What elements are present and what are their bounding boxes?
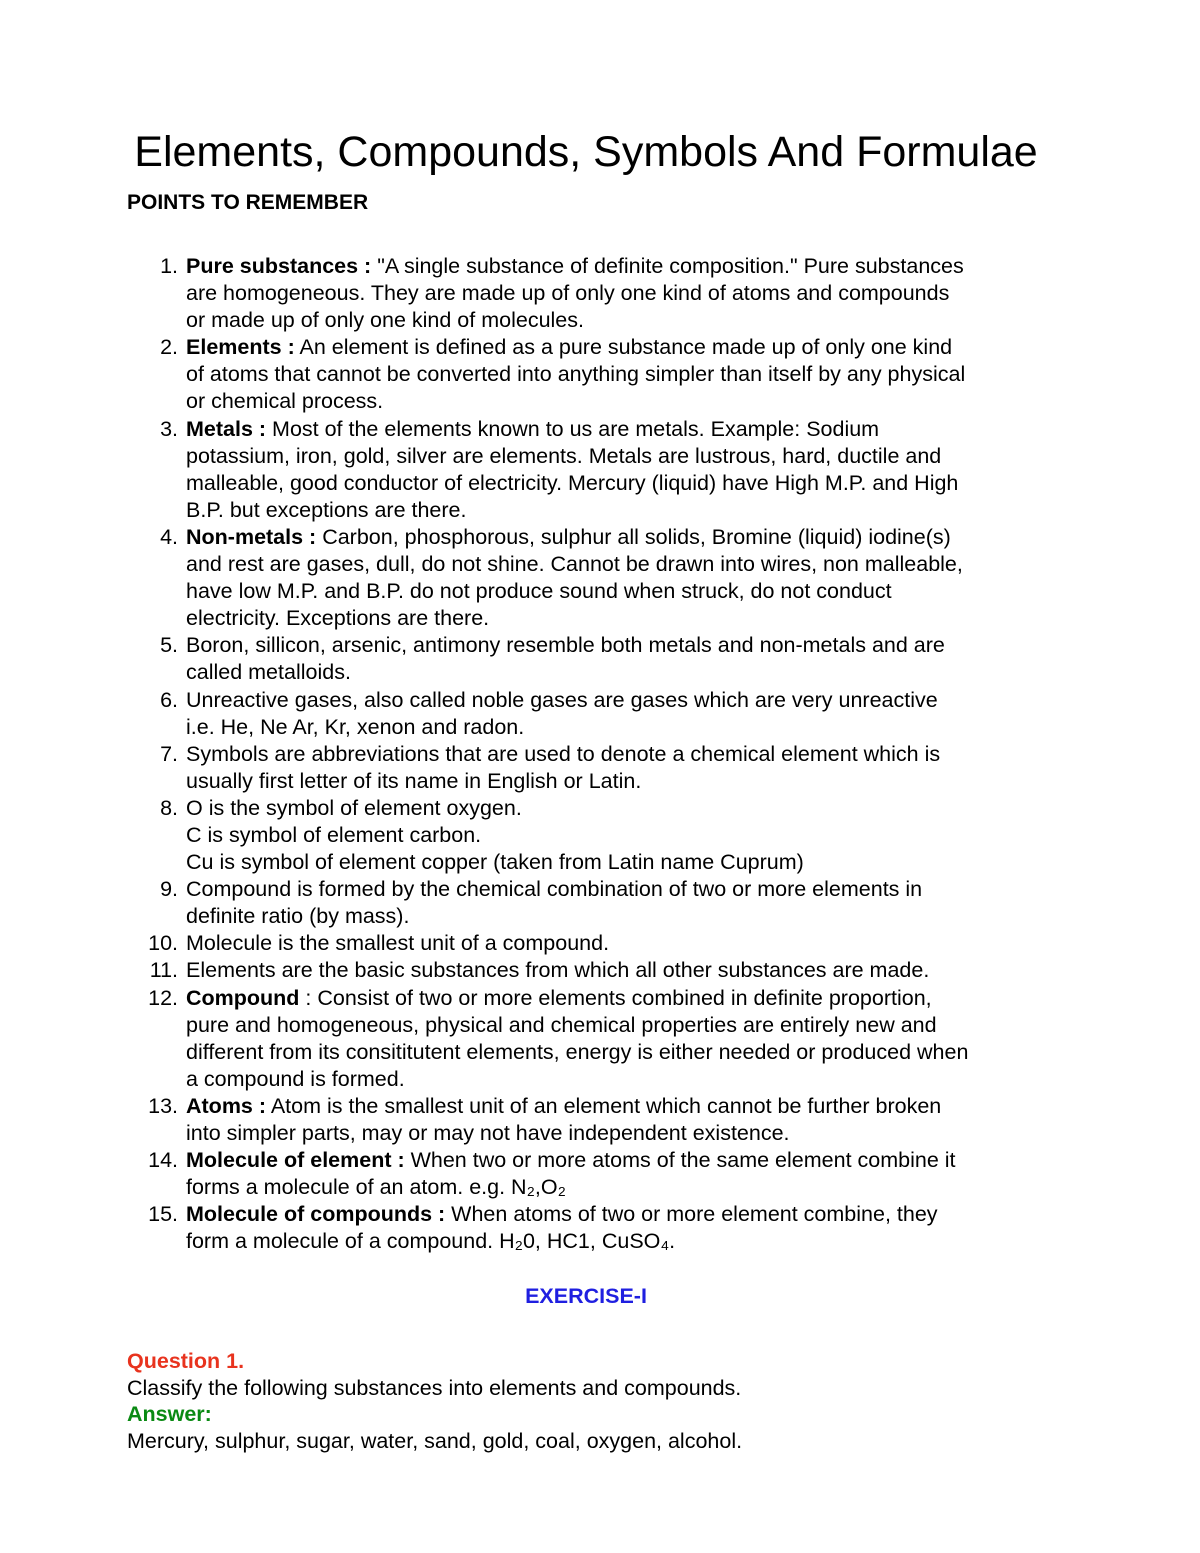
text-line bbox=[186, 1093, 1046, 1120]
list-item-number: 14. bbox=[148, 1148, 178, 1173]
list-item-line-text: B.P. but exceptions are there. bbox=[186, 497, 467, 522]
list-item bbox=[0, 741, 1200, 795]
list-item-line-text: C is symbol of element carbon. bbox=[186, 822, 482, 847]
list-item bbox=[0, 985, 1200, 1093]
points-list bbox=[0, 253, 1200, 1255]
section-heading: POINTS TO REMEMBER bbox=[127, 191, 369, 214]
list-item-line-text: Cu is symbol of element copper (taken from Latin name Cuprum) bbox=[186, 850, 804, 875]
list-item-line-text: Most of the elements known to us are metals. Example: Sodium bbox=[266, 416, 880, 441]
text-line bbox=[186, 957, 1046, 984]
page-title: Elements, Compounds, Symbols And Formulae bbox=[134, 127, 1038, 176]
question-label: Question 1. bbox=[127, 1349, 245, 1373]
text-line bbox=[186, 551, 1046, 578]
text-line bbox=[186, 361, 1046, 388]
list-item-line-text: Carbon, phosphorous, sulphur all solids, Bromine (liquid) iodine(s) bbox=[316, 524, 951, 549]
text-line bbox=[186, 307, 1046, 334]
list-item-number: 5. bbox=[160, 633, 178, 658]
list-item-line-text: have low M.P. and B.P. do not produce sound when struck, do not conduct bbox=[186, 579, 892, 604]
list-item-line-text: "A single substance of definite composition." Pure substances bbox=[371, 254, 964, 278]
list-item bbox=[0, 957, 1200, 984]
text-line bbox=[186, 1147, 1046, 1174]
text-line bbox=[186, 497, 1046, 524]
list-item-line-text: malleable, good conductor of electricity. Mercury (liquid) have High M.P. and High bbox=[186, 470, 959, 495]
answer-text: Mercury, sulphur, sugar, water, sand, gold, coal, oxygen, alcohol. bbox=[127, 1428, 743, 1453]
list-item-line-text: : Consist of two or more elements combined in definite proportion, bbox=[299, 985, 932, 1010]
list-item-line-text: An element is defined as a pure substance made up of only one kind bbox=[294, 335, 953, 360]
list-item-line-text: Compound is formed by the chemical combination of two or more elements in bbox=[186, 877, 923, 902]
list-item-text bbox=[186, 985, 1046, 1093]
list-item-text bbox=[186, 1201, 1046, 1255]
text-line bbox=[186, 1039, 1046, 1066]
text-line bbox=[186, 687, 1046, 714]
list-item bbox=[0, 1147, 1200, 1201]
question-block bbox=[127, 1348, 742, 1454]
list-item-line-text: i.e. He, Ne Ar, Kr, xenon and radon. bbox=[186, 714, 525, 739]
list-item-number: 9. bbox=[160, 877, 178, 902]
list-item-text bbox=[186, 741, 1046, 795]
text-line bbox=[186, 280, 1046, 307]
list-item-text bbox=[186, 957, 1046, 984]
list-item-line-text: called metalloids. bbox=[186, 660, 351, 685]
list-item-line-text: of atoms that cannot be converted into anything simpler than itself by any physical bbox=[186, 362, 966, 387]
list-item-number: 11. bbox=[149, 958, 178, 983]
text-line bbox=[186, 605, 1046, 632]
list-item-line-text: are homogeneous. They are made up of only one kind of atoms and compounds bbox=[186, 281, 950, 306]
list-item-line-text: pure and homogeneous, physical and chemical properties are entirely new and bbox=[186, 1012, 937, 1037]
text-line bbox=[186, 903, 1046, 930]
list-item-text bbox=[186, 876, 1046, 930]
text-line bbox=[186, 1201, 1046, 1228]
list-item-line-text: a compound is formed. bbox=[186, 1066, 405, 1091]
list-item-number: 2. bbox=[160, 335, 178, 360]
exercise-heading: EXERCISE-I bbox=[525, 1284, 647, 1308]
list-item-text bbox=[186, 1093, 1046, 1147]
list-item bbox=[0, 1201, 1200, 1255]
list-item-line-text: usually first letter of its name in English or Latin. bbox=[186, 768, 642, 793]
text-line bbox=[186, 388, 1046, 415]
text-line bbox=[186, 1012, 1046, 1039]
list-item-number: 3. bbox=[160, 416, 178, 441]
list-item-number: 8. bbox=[160, 795, 178, 820]
answer-label: Answer: bbox=[127, 1402, 212, 1426]
list-item-term: Molecule of element : bbox=[186, 1148, 405, 1173]
list-item-term: Compound bbox=[186, 985, 300, 1010]
list-item bbox=[0, 334, 1200, 415]
list-item-term: Molecule of compounds : bbox=[186, 1202, 446, 1227]
text-line bbox=[186, 876, 1046, 903]
list-item bbox=[0, 930, 1200, 957]
list-item bbox=[0, 253, 1200, 334]
text-line bbox=[186, 930, 1046, 957]
list-item-line-text: into simpler parts, may or may not have independent existence. bbox=[186, 1121, 790, 1145]
text-line bbox=[186, 768, 1046, 795]
list-item-text bbox=[186, 795, 1046, 876]
list-item bbox=[0, 687, 1200, 741]
list-item bbox=[0, 524, 1200, 632]
list-item-text bbox=[186, 334, 1046, 415]
list-item-text bbox=[186, 1147, 1046, 1201]
list-item-line-text: potassium, iron, gold, silver are elements. Metals are lustrous, hard, ductile and bbox=[186, 443, 942, 468]
list-item-line-text: definite ratio (by mass). bbox=[186, 904, 410, 929]
list-item-term: Elements : bbox=[186, 335, 295, 360]
text-line bbox=[186, 253, 1046, 280]
text-line bbox=[186, 1174, 1046, 1201]
list-item-number: 7. bbox=[160, 741, 178, 766]
list-item-number: 10. bbox=[148, 931, 178, 956]
list-item-line-text: form a molecule of a compound. H₂0, HC1, CuSO₄. bbox=[186, 1229, 676, 1254]
list-item-text bbox=[186, 930, 1046, 957]
list-item-number: 4. bbox=[160, 524, 178, 549]
list-item-line-text: Molecule is the smallest unit of a compound. bbox=[186, 931, 610, 956]
list-item-number: 12. bbox=[148, 985, 178, 1010]
list-item-number: 13. bbox=[148, 1093, 178, 1118]
list-item-term: Atoms : bbox=[186, 1093, 267, 1118]
list-item-line-text: When two or more atoms of the same element combine it bbox=[404, 1148, 956, 1173]
list-item-line-text: forms a molecule of an atom. e.g. N₂,O₂ bbox=[186, 1175, 566, 1200]
question-text: Classify the following substances into elements and compounds. bbox=[127, 1375, 742, 1400]
text-line bbox=[186, 578, 1046, 605]
text-line bbox=[186, 632, 1046, 659]
text-line bbox=[186, 1228, 1046, 1255]
list-item-text bbox=[186, 524, 1046, 632]
list-item bbox=[0, 876, 1200, 930]
list-item-line-text: Unreactive gases, also called noble gases are gases which are very unreactive bbox=[186, 687, 938, 712]
text-line bbox=[186, 470, 1046, 497]
text-line bbox=[186, 714, 1046, 741]
list-item-term: Pure substances : bbox=[186, 254, 372, 278]
list-item-number: 1. bbox=[160, 254, 178, 278]
list-item bbox=[0, 795, 1200, 876]
text-line bbox=[186, 849, 1046, 876]
text-line bbox=[186, 985, 1046, 1012]
text-line bbox=[186, 524, 1046, 551]
list-item-line-text: O is the symbol of element oxygen. bbox=[186, 795, 522, 820]
text-line bbox=[186, 443, 1046, 470]
list-item-number: 6. bbox=[160, 687, 178, 712]
list-item-line-text: When atoms of two or more element combine, they bbox=[445, 1202, 938, 1227]
text-line bbox=[186, 334, 1046, 361]
text-line bbox=[186, 1120, 1046, 1147]
list-item bbox=[0, 416, 1200, 524]
list-item-line-text: or made up of only one kind of molecules. bbox=[186, 308, 584, 333]
list-item bbox=[0, 1093, 1200, 1147]
text-line bbox=[186, 416, 1046, 443]
list-item-line-text: and rest are gases, dull, do not shine. Cannot be drawn into wires, non malleable, bbox=[186, 552, 963, 577]
list-item-line-text: Boron, sillicon, arsenic, antimony resemble both metals and non-metals and are bbox=[186, 633, 945, 658]
text-line bbox=[186, 822, 1046, 849]
list-item-line-text: Elements are the basic substances from which all other substances are made. bbox=[186, 958, 930, 983]
list-item-line-text: different from its consititutent elements, energy is either needed or produced when bbox=[186, 1039, 969, 1064]
list-item-term: Non-metals : bbox=[186, 524, 317, 549]
list-item-line-text: Atom is the smallest unit of an element which cannot be further broken bbox=[266, 1093, 942, 1118]
list-item-line-text: or chemical process. bbox=[186, 389, 384, 414]
text-line bbox=[186, 795, 1046, 822]
list-item-text bbox=[186, 416, 1046, 524]
text-line bbox=[186, 1066, 1046, 1093]
list-item-text bbox=[186, 687, 1046, 741]
list-item-line-text: Symbols are abbreviations that are used to denote a chemical element which is bbox=[186, 741, 941, 766]
list-item-line-text: electricity. Exceptions are there. bbox=[186, 606, 490, 631]
list-item-term: Metals : bbox=[186, 416, 267, 441]
list-item-text bbox=[186, 632, 1046, 686]
list-item-text bbox=[186, 253, 1046, 334]
list-item bbox=[0, 632, 1200, 686]
list-item-number: 15. bbox=[148, 1202, 178, 1227]
text-line bbox=[186, 659, 1046, 686]
text-line bbox=[186, 741, 1046, 768]
